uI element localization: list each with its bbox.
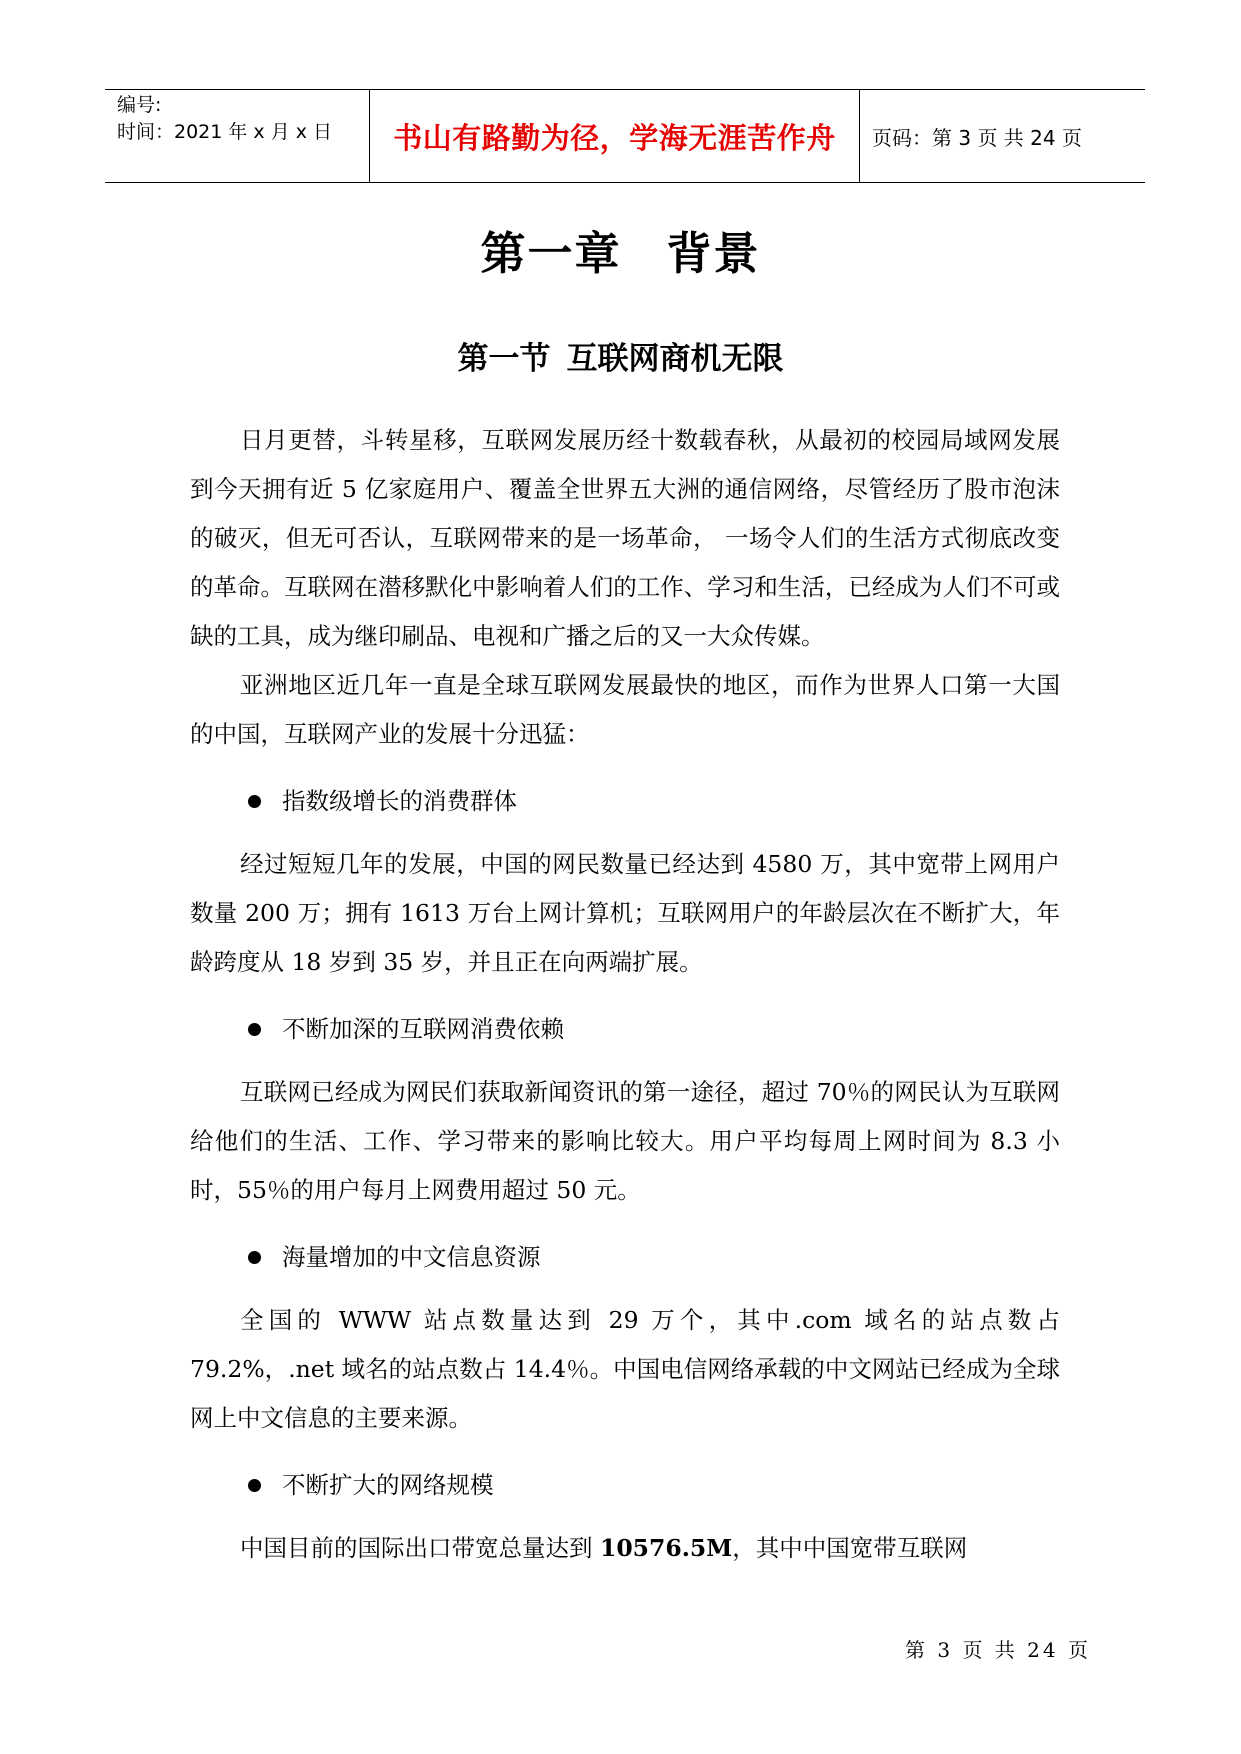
bandwidth-text-end: ，其中中国宽带互联网 (732, 1534, 968, 1562)
bullet-dot-icon (248, 1479, 261, 1492)
header-page-info-cell (860, 90, 1145, 182)
paragraph-asia: 亚洲地区近几年一直是全球互联网发展最快的地区，而作为世界人口第一大国的中国，互联网产业的发展十分迅猛： (190, 671, 1060, 748)
paragraph-dependency: 互联网已经成为网民们获取新闻资讯的第一途径，超过 70％的网民认为互联网给他们的生活、工作、学习带来的影响比较大。用户平均每周上网时间为 8.3 小时，55％的用户每月上网费用超过 50 元。 (190, 1078, 1060, 1204)
bullet-label: 不断加深的互联网消费依赖 (282, 1015, 564, 1043)
header-page-info: 页码：第 3 页 共 24 页 (872, 125, 1082, 150)
bullet-item-network-scale (190, 1461, 1060, 1510)
bandwidth-value: 10576.5M (599, 1534, 733, 1562)
chapter-number: 第一章 (480, 227, 622, 280)
page-header (105, 89, 1145, 183)
bullet-label: 不断扩大的网络规模 (282, 1471, 494, 1499)
section-number: 第一节 (457, 341, 551, 377)
page-footer: 第 3 页 共 24 页 (905, 1638, 1091, 1662)
section-name: 互联网商机无限 (566, 341, 784, 377)
bullet-label: 海量增加的中文信息资源 (282, 1243, 541, 1271)
chapter-name: 背景 (666, 227, 761, 280)
header-motto-cell (370, 90, 860, 182)
section-title (0, 337, 1241, 381)
paragraph-bandwidth (190, 1524, 1060, 1573)
document-body (190, 416, 1060, 1573)
paragraph-intro: 日月更替，斗转星移，互联网发展历经十数载春秋，从最初的校园局域网发展到今天拥有近 5 亿家庭用户、覆盖全世界五大洲的通信网络，尽管经历了股市泡沫的破灭，但无可否认，互联网带来的是一场革命， 一场令人们的生活方式彻底改变的革命。互联网在潜移默化中影响着人们的工作、学习和生活，已经成为人们不可或缺的工具，成为继印刷品、电视和广播之后的又一大众传媒。 (190, 426, 1060, 650)
header-meta-cell (105, 90, 370, 182)
bandwidth-text-start: 中国目前的国际出口带宽总量达到 (240, 1534, 600, 1562)
document-time-label: 时间：2021 年 x 月 x 日 (117, 121, 333, 143)
bullet-dot-icon (248, 1251, 261, 1264)
paragraph-netizens: 经过短短几年的发展，中国的网民数量已经达到 4580 万，其中宽带上网用户数量 200 万；拥有 1613 万台上网计算机；互联网用户的年龄层次在不断扩大，年龄跨度从 18 岁到 35 岁，并且正在向两端扩展。 (190, 850, 1060, 976)
bullet-item-consumers (190, 777, 1060, 826)
paragraph-resources: 全国的 WWW 站点数量达到 29 万个，其中.com 域名的站点数占 79.2%，.net 域名的站点数占 14.4％。中国电信网络承载的中文网站已经成为全球网上中文信息的主要来源。 (190, 1306, 1060, 1432)
bullet-dot-icon (248, 795, 261, 808)
bullet-label: 指数级增长的消费群体 (282, 787, 517, 815)
header-motto: 书山有路勤为径，学海无涯苦作舟 (393, 120, 836, 155)
chapter-title (0, 224, 1241, 284)
bullet-item-dependency (190, 1005, 1060, 1054)
bullet-dot-icon (248, 1023, 261, 1036)
document-number-label: 编号: (117, 94, 162, 116)
bullet-item-resources (190, 1233, 1060, 1282)
